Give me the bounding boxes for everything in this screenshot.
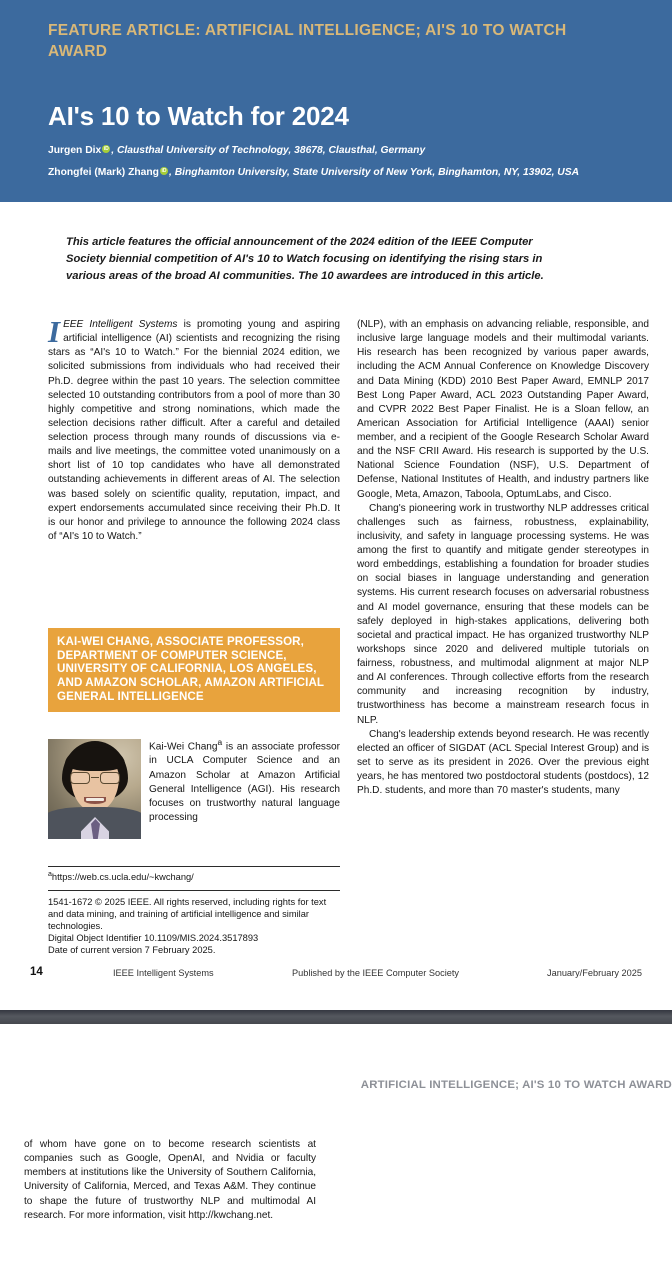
copyright-divider <box>48 890 340 891</box>
awardee-portrait <box>48 739 141 839</box>
version-date-line: Date of current version 7 February 2025. <box>48 945 216 956</box>
footer-issue: January/February 2025 <box>547 968 642 978</box>
orcid-icon[interactable]: iD <box>161 168 167 174</box>
drop-cap: I <box>48 314 61 349</box>
bio-text-rest: is an associate professor in UCLA Computer Science and an Amazon Scholar at Amazon Artificial General Intelligence (AGI). His research focuses on trustworthy natural language processing <box>149 741 340 823</box>
page-separator <box>0 1010 672 1024</box>
footer-publisher: Published by the IEEE Computer Society <box>292 968 459 978</box>
page-number: 14 <box>30 966 43 978</box>
right-paragraph-3: Chang's leadership extends beyond research. He was recently elected an officer of SIGDAT (ACL Special Interest Group) and is set to serve as its president in 2026. Over the previous eight years, he has mentored two postdoctoral students (postdocs), 12 Ph.D. students, and more than 70 master's students, many <box>357 728 649 797</box>
awardee-name: Kai-Wei Chang <box>149 741 218 753</box>
footnote-url[interactable]: https://web.cs.ucla.edu/~kwchang/ <box>51 872 194 883</box>
page-2 <box>0 1024 672 1264</box>
footnote-text <box>48 871 340 882</box>
footnote-marker-a: a <box>48 871 52 878</box>
author-line-1 <box>48 145 660 156</box>
journal-name-italic: EEE Intelligent Systems <box>63 319 178 330</box>
copyright-block <box>48 896 340 956</box>
body-column-right <box>357 318 649 798</box>
footnote-divider <box>48 866 340 867</box>
footnote-marker[interactable]: a <box>217 737 223 747</box>
intro-paragraph <box>48 314 341 544</box>
body-column-left <box>48 314 341 544</box>
doi-line: Digital Object Identifier 10.1109/MIS.2024.3517893 <box>48 933 259 944</box>
right-paragraph-2: Chang's pioneering work in trustworthy NLP addresses critical challenges such as fairness, robustness, explainability, inclusivity, and safety in language processing systems. He was among the first to quantify and mitigate gender stereotypes in word embeddings, establishing a foundation for broader studies on social biases in language understanding and generation systems. His current research focuses on adversarial robustness and AI model governance, ensuring that these models can be safely deployed in high-stakes applications, delivering both societal and practical impact. He has organized trustworthy NLP workshops since 2020 and delivered multiple tutorials on fairness, robustness, and multimodal alignment at major NLP and AI conferences. Through collective efforts from the research community and increasing recognition by industry, trustworthiness has become a mainstream research focus in NLP. <box>357 502 649 726</box>
page-title: AI's 10 to Watch for 2024 <box>48 101 349 131</box>
article-kicker: FEATURE ARTICLE: ARTIFICIAL INTELLIGENCE; AI'S 10 TO WATCH AWARD <box>48 22 567 61</box>
author-line-2 <box>48 167 660 178</box>
page-footer <box>0 966 672 986</box>
author-name: Jurgen Dix <box>48 145 102 156</box>
article-masthead <box>0 0 672 202</box>
author-affiliation: , Clausthal University of Technology, 38678, Clausthal, Germany <box>111 145 426 156</box>
right-paragraph-1: (NLP), with an emphasis on advancing reliable, responsible, and inclusive large language models and their multimodal variants. His research has been recognized by various paper awards, including the ACM Annual Conference on Knowledge Discovery and Data Mining (KDD) 2010 Best Paper Award, EMNLP 2017 Best Long Paper Award, ACL 2023 Outstanding Paper Award, and CVPR 2022 Best Paper Finalist. He is a Sloan fellow, an American Association for Artificial Intelligence (AAAI) senior member, and a recipient of the Google Research Scholar Award and the NSF CRII Award. His research is supported by the U.S. National Science Foundation (NSF), U.S. Department of Defense, National Institutes of Health, and industry partners like Google, Meta, Amazon, Taboola, OptumLabs, and Cisco. <box>357 319 649 500</box>
awardee-bio-block <box>48 737 340 842</box>
author-name: Zhongfei (Mark) Zhang <box>48 167 159 178</box>
author-affiliation: , Binghamton University, State University of New York, Binghamton, NY, 13902, USA <box>168 167 580 178</box>
page2-column-left <box>24 1138 316 1223</box>
copyright-line-1: 1541-1672 © 2025 IEEE. All rights reserved, including rights for text and data mining, and training of artificial intelligence and similar technologies. <box>48 897 327 932</box>
orcid-icon[interactable]: iD <box>103 146 109 152</box>
article-abstract: This article features the official announcement of the 2024 edition of the IEEE Computer Society biennial competition of AI's 10 to Watch focusing on identifying the rising stars in various areas of the broad AI communities. The 10 awardees are introduced in this article. <box>66 236 544 283</box>
footer-journal: IEEE Intelligent Systems <box>113 968 214 978</box>
awardee-heading: KAI-WEI CHANG, ASSOCIATE PROFESSOR, DEPARTMENT OF COMPUTER SCIENCE, UNIVERSITY OF CALIFORNIA, LOS ANGELES, AND AMAZON SCHOLAR, AMAZON ARTIFICIAL GENERAL INTELLIGENCE <box>48 628 340 712</box>
intro-text: is promoting young and aspiring artificial intelligence (AI) scientists and recognizing the rising stars as “AI's 10 to Watch.” For the biennial 2024 edition, we solicited submissions from individuals who had received their Ph.D. degree within the past 10 years. The selection committee selected 10 outstanding contributors from a pool of more than 30 highly competitive and strong nominations, which made the selection decisions rather difficult. After a careful and detailed selection process through many rounds of discussions via e-mails and live meetings, the committee voted unanimously on a short list of 10 top candidates who have all demonstrated outstanding achievements in different areas of AI. The selection was based solely on scientific quality, reputation, impact, and expert endorsements accumulated since receiving their Ph.D. It is our honor and privilege to announce the following 2024 class of “AI's 10 to Watch.” <box>48 319 341 542</box>
running-head: ARTIFICIAL INTELLIGENCE; AI'S 10 TO WATCH AWARD <box>360 1079 672 1091</box>
page2-paragraph-1: of whom have gone on to become research scientists at companies such as Google, OpenAI, and Nvidia or faculty members at institutions like the University of Southern California, University of California, Merced, and Texas A&M. They continue to shape the future of trustworthy NLP and multimodal AI research. For more information, visit http://kwchang.net. <box>24 1139 316 1221</box>
